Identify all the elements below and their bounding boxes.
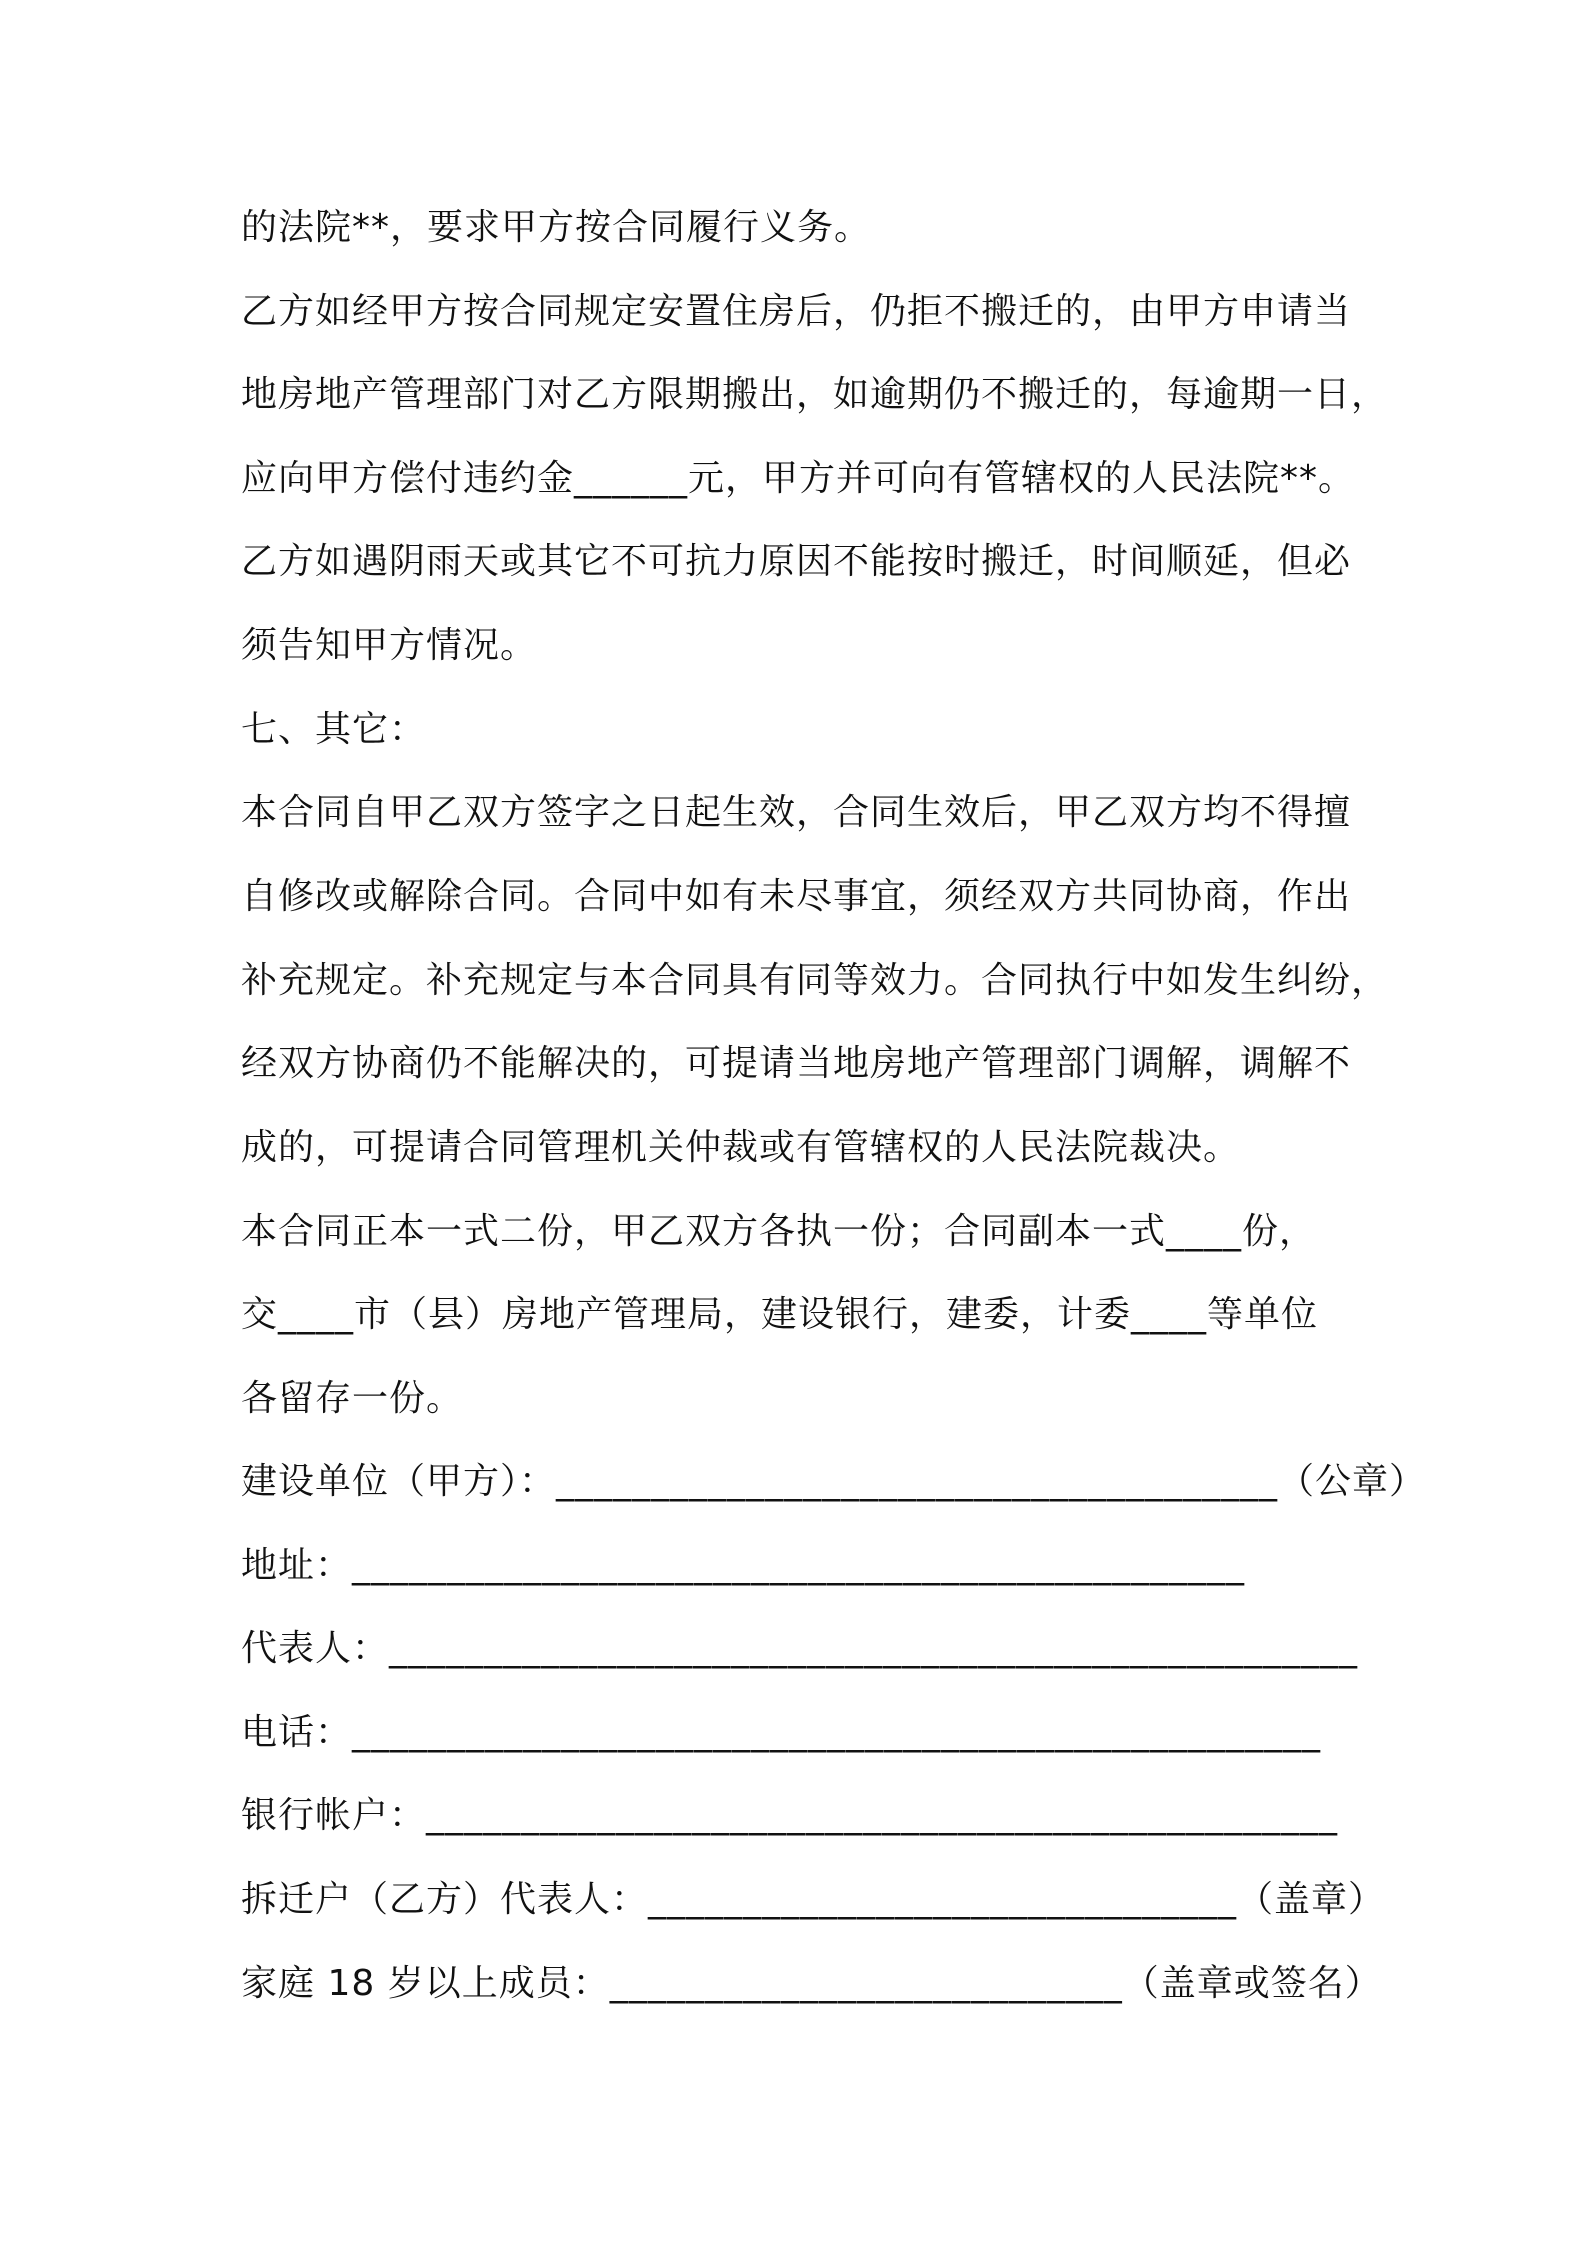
- text-line-5: 乙方如遇阴雨天或其它不可抗力原因不能按时搬迁，时间顺延，但必: [241, 541, 1352, 582]
- signature-field-address: 地址：_______________________________________________: [241, 1545, 1246, 1586]
- text-line-2: 乙方如经甲方按合同规定安置住房后，仍拒不搬迁的，由甲方申请当: [241, 291, 1352, 332]
- signature-field-relocatee: 拆迁户（乙方）代表人：_______________________________（盖章）: [241, 1879, 1386, 1920]
- text-line-15: 各留存一份。: [241, 1378, 464, 1419]
- text-line-14: 交____市（县）房地产管理局，建设银行，建委，计委____等单位: [241, 1294, 1319, 1335]
- signature-field-family-members: 家庭 18 岁以上成员：___________________________（盖章或签名）: [241, 1963, 1382, 2004]
- text-line-9: 自修改或解除合同。合同中如有未尽事宜，须经双方共同协商，作出: [241, 876, 1352, 917]
- text-line-13: 本合同正本一式二份，甲乙双方各执一份；合同副本一式____份，: [241, 1211, 1317, 1252]
- text-line-12: 成的，可提请合同管理机关仲裁或有管辖权的人民法院裁决。: [241, 1127, 1241, 1168]
- signature-field-builder: 建设单位（甲方）：______________________________________（公章）: [241, 1461, 1427, 1502]
- text-line-6: 须告知甲方情况。: [241, 625, 538, 666]
- section-heading: 七、其它：: [241, 709, 427, 750]
- text-line-10: 补充规定。补充规定与本合同具有同等效力。合同执行中如发生纠纷，: [241, 960, 1389, 1001]
- text-line-8: 本合同自甲乙双方签字之日起生效，合同生效后，甲乙双方均不得擅: [241, 792, 1352, 833]
- text-line-3: 地房地产管理部门对乙方限期搬出，如逾期仍不搬迁的，每逾期一日，: [241, 374, 1389, 415]
- signature-field-bank-account: 银行帐户：________________________________________________: [241, 1795, 1339, 1836]
- signature-field-representative: 代表人：___________________________________________________: [241, 1628, 1358, 1669]
- signature-field-phone: 电话：___________________________________________________: [241, 1712, 1321, 1753]
- text-line-1: 的法院**，要求甲方按合同履行义务。: [241, 207, 872, 248]
- text-line-4: 应向甲方偿付违约金______元，甲方并可向有管辖权的人民法院**。: [241, 458, 1356, 499]
- text-line-11: 经双方协商仍不能解决的，可提请当地房地产管理部门调解，调解不: [241, 1043, 1352, 1084]
